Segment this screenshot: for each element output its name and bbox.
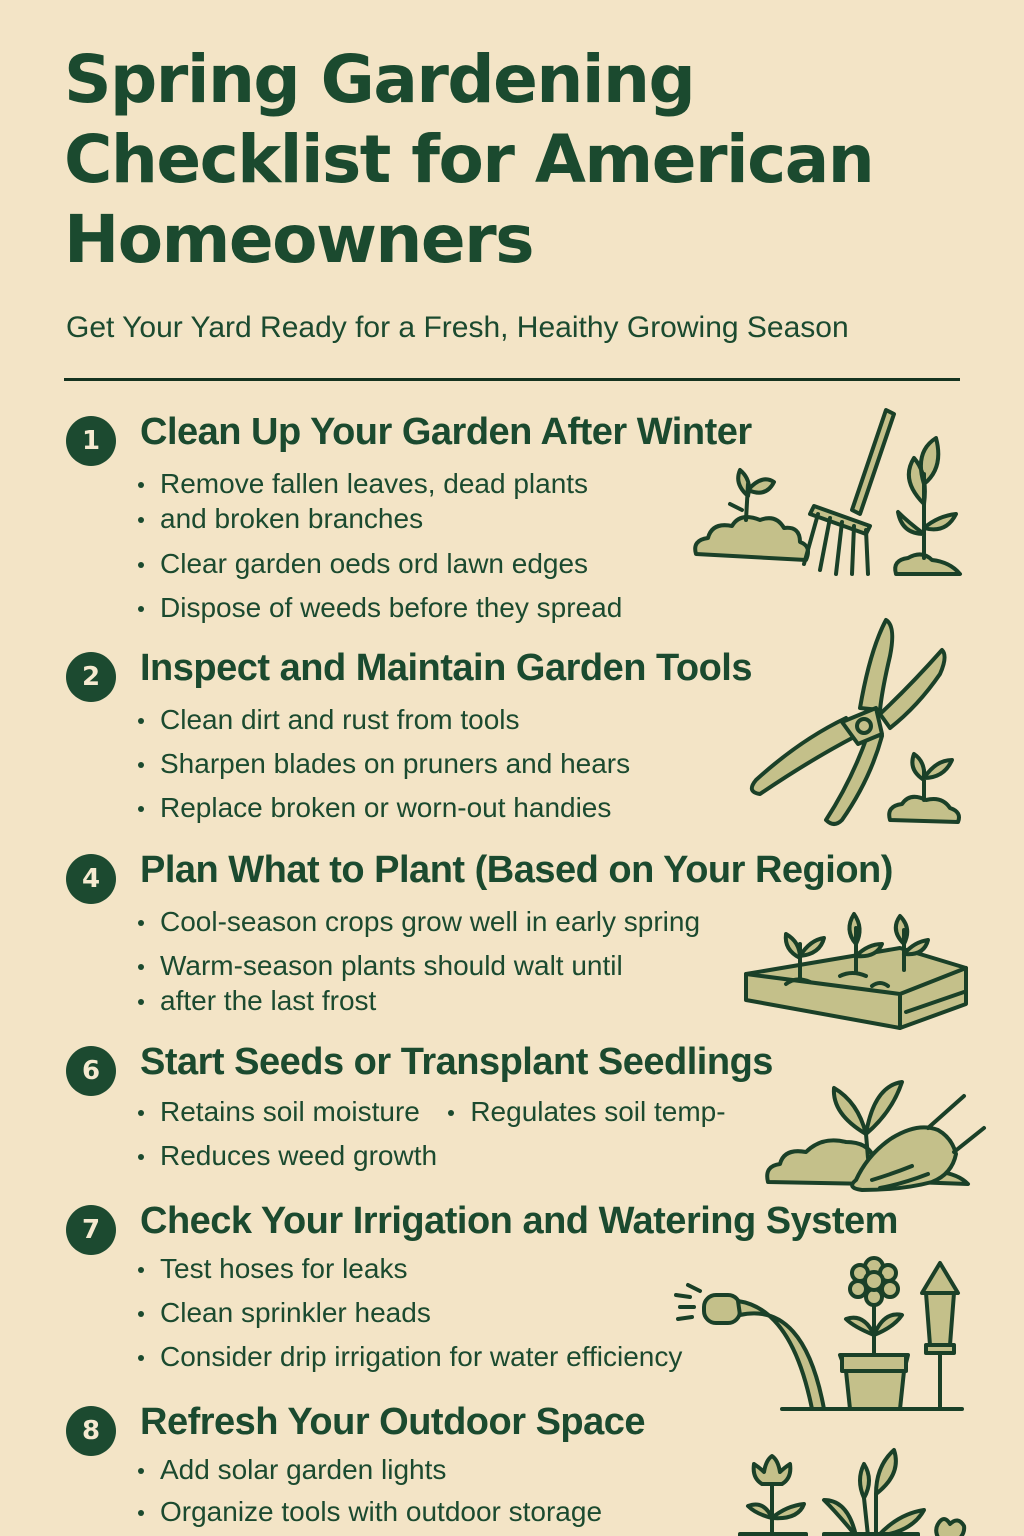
step-number-badge: 2 bbox=[66, 652, 116, 702]
bullet-item: Organize tools with outdoor storage bbox=[134, 1494, 602, 1529]
bullet-item: Reduces weed growth bbox=[134, 1138, 726, 1173]
bullet-item-continuation bbox=[134, 983, 700, 1018]
bullet-list bbox=[134, 1094, 726, 1173]
section-clean-up bbox=[0, 404, 1024, 634]
section-title: Inspect and Maintain Garden Tools bbox=[140, 647, 752, 689]
bullet-item-continuation bbox=[134, 501, 622, 536]
bullet-item: Replace broken or worn-out handies bbox=[134, 790, 630, 825]
bullet-item: Retains soil moisture bbox=[134, 1094, 420, 1129]
bullet-item: Add solar garden lights bbox=[134, 1452, 602, 1487]
bullet-list bbox=[134, 904, 700, 1018]
bullet-item: Clean sprinkler heads bbox=[134, 1295, 682, 1330]
bullet-item: Regulates soil temp- bbox=[444, 1094, 725, 1129]
raised-bed-seedlings-icon bbox=[740, 904, 970, 1034]
section-garden-tools bbox=[0, 640, 1024, 840]
bullet-item: Clean dirt and rust from tools bbox=[134, 702, 630, 737]
step-number-badge: 7 bbox=[66, 1205, 116, 1255]
bullet-continuation-text: after the last frost bbox=[160, 985, 377, 1016]
bullet-item: Warm-season plants should walt until bbox=[134, 948, 700, 983]
bullet-item: Sharpen blades on pruners and hears bbox=[134, 746, 630, 781]
rake-and-plants-icon bbox=[688, 404, 968, 584]
hand-planting-seedling-icon bbox=[762, 1062, 982, 1192]
step-number-badge: 1 bbox=[66, 416, 116, 466]
section-title: Check Your Irrigation and Watering System bbox=[140, 1200, 898, 1242]
section-irrigation bbox=[0, 1193, 1024, 1393]
section-title: Clean Up Your Garden After Winter bbox=[140, 411, 752, 453]
hose-flower-lamp-icon bbox=[672, 1249, 972, 1415]
section-title: Start Seeds or Transplant Seedlings bbox=[140, 1041, 773, 1083]
page-title: Spring Gardening Checklist for American Homeowners bbox=[64, 41, 874, 278]
step-number-badge: 4 bbox=[66, 854, 116, 904]
bullet-item: Cool-season crops grow well in early spring bbox=[134, 904, 700, 939]
section-title: Refresh Your Outdoor Space bbox=[140, 1401, 646, 1443]
bullet-list bbox=[134, 702, 630, 825]
section-title: Plan What to Plant (Based on Your Region) bbox=[140, 849, 893, 891]
bullet-item: Test hoses for leaks bbox=[134, 1251, 682, 1286]
step-number-badge: 6 bbox=[66, 1046, 116, 1096]
page-subtitle: Get Your Yard Ready for a Fresh, Heaithy Growing Season bbox=[66, 311, 849, 344]
bullet-item: Clear garden oeds ord lawn edges bbox=[134, 546, 622, 581]
bullet-item: Remove fallen leaves, dead plants bbox=[134, 466, 622, 501]
bullet-item: Consider drip irrigation for water efficiency bbox=[134, 1339, 682, 1374]
section-outdoor-space bbox=[0, 1394, 1024, 1536]
bullet-item: Dispose of weeds before they spread bbox=[134, 590, 622, 625]
potted-plants-icon bbox=[728, 1444, 968, 1536]
header-divider bbox=[64, 378, 960, 381]
pruning-shears-icon bbox=[730, 610, 980, 840]
bullet-list bbox=[134, 466, 622, 625]
bullet-list bbox=[134, 1452, 602, 1529]
section-seeds-seedlings bbox=[0, 1034, 1024, 1194]
section-plan-planting bbox=[0, 842, 1024, 1032]
bullet-list bbox=[134, 1251, 682, 1374]
step-number-badge: 8 bbox=[66, 1406, 116, 1456]
bullet-continuation-text: and broken branches bbox=[160, 503, 424, 534]
bullet-row bbox=[134, 1094, 726, 1129]
